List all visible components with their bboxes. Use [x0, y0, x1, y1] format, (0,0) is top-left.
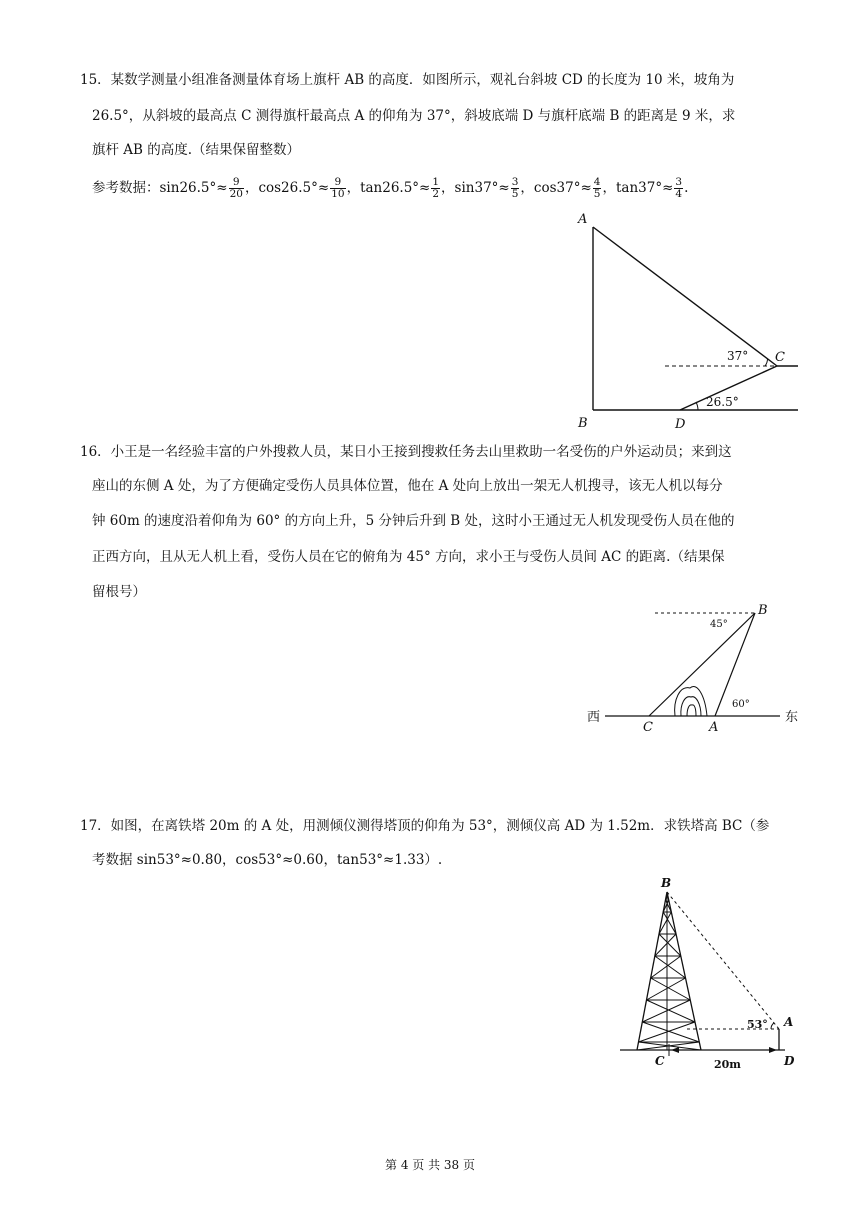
- line-ac: [593, 227, 777, 366]
- q16-line-1: 16．小王是一名经验丰富的户外搜救人员，某日小王接到搜救任务去山里救助一名受伤的户外运动员；来到这: [80, 444, 732, 460]
- label-west: 西: [587, 710, 601, 725]
- label-d: D: [675, 417, 686, 432]
- ref-fraction: [431, 177, 440, 200]
- mountain-inner-2: [687, 705, 696, 716]
- tower-brace: [642, 1000, 690, 1022]
- q17-line-1: 17．如图，在离铁塔 20m 的 A 处，用测倾仪测得塔顶的仰角为 53°，测倾仪高 AD 为 1.52m．求铁塔高 BC（参: [80, 818, 770, 834]
- tower-left-edge: [637, 892, 667, 1050]
- label-angle-26: 26.5°: [706, 395, 739, 409]
- q15-line-2: 26.5°，从斜坡的最高点 C 测得旗杆最高点 A 的仰角为 37°，斜坡底端 D 与旗杆底端 B 的距离是 9 米，求: [92, 108, 736, 124]
- tower-brace: [659, 934, 681, 956]
- ref-label: tan37°≈: [615, 180, 674, 196]
- ref-label: cos26.5°≈: [258, 180, 330, 196]
- arrow-left: [671, 1047, 679, 1053]
- label-c: C: [643, 720, 653, 735]
- line-ba-dashed: [667, 892, 779, 1029]
- fraction-denominator: 5: [593, 188, 601, 200]
- fraction-denominator: 2: [432, 188, 440, 200]
- q16-figure: [585, 600, 810, 740]
- angle-arc-37: [765, 359, 768, 367]
- ref-separator: ，: [346, 180, 361, 196]
- ref-separator: ，: [244, 180, 259, 196]
- arrow-right: [769, 1047, 777, 1053]
- angle-arc-53: [771, 1023, 774, 1029]
- tower-brace: [646, 978, 685, 1000]
- label-a: A: [578, 212, 588, 227]
- angle-arc-26: [696, 402, 698, 410]
- ref-fraction: [229, 177, 244, 200]
- fraction-denominator: 20: [229, 188, 243, 200]
- ref-separator: ，: [602, 180, 616, 196]
- fraction-numerator: 3: [511, 176, 519, 188]
- fraction-denominator: 10: [331, 188, 345, 200]
- label-angle-60: 60°: [732, 699, 750, 710]
- ref-fraction: [674, 177, 683, 200]
- fraction-numerator: 3: [675, 176, 683, 188]
- ref-prefix: 参考数据：: [92, 180, 160, 196]
- q16-line-2: 座山的东侧 A 处，为了方便确定受伤人员具体位置，他在 A 处向上放出一架无人机搜寻，该无人机以每分: [92, 478, 723, 494]
- page-footer: 第 4 页 共 38 页: [385, 1158, 475, 1172]
- tower-brace: [642, 1022, 699, 1042]
- tower-brace: [651, 978, 691, 1000]
- mountain-inner-1: [681, 697, 701, 716]
- q15-line-3: 旗杆 AB 的高度.（结果保留整数）: [92, 142, 301, 158]
- fraction-numerator: 1: [432, 176, 440, 188]
- label-angle-45: 45°: [710, 619, 728, 630]
- q15-figure: [570, 205, 810, 435]
- ref-fraction: [593, 177, 602, 200]
- label-distance: 20m: [714, 1058, 741, 1071]
- mountain: [675, 687, 707, 716]
- ref-end: .: [684, 180, 689, 196]
- q16-line-4: 正西方向，且从无人机上看，受伤人员在它的俯角为 45° 方向，求小王与受伤人员间 AC 的距离.（结果保: [92, 549, 725, 565]
- label-a: A: [709, 720, 719, 735]
- label-c: C: [775, 350, 785, 365]
- label-b: B: [578, 416, 588, 431]
- ref-label: sin26.5°≈: [159, 180, 228, 196]
- tower-brace: [646, 1000, 694, 1022]
- label-angle-37: 37°: [727, 349, 749, 363]
- q17-line-2: 考数据 sin53°≈0.80，cos53°≈0.60，tan53°≈1.33）.: [92, 852, 443, 868]
- ref-label: sin37°≈: [454, 180, 510, 196]
- q16-line-5: 留根号）: [92, 584, 146, 600]
- fraction-denominator: 5: [511, 188, 519, 200]
- ref-separator: ，: [520, 180, 534, 196]
- fraction-numerator: 9: [330, 177, 345, 189]
- label-a: A: [784, 1015, 794, 1029]
- ref-separator: ，: [441, 180, 455, 196]
- ref-label: tan26.5°≈: [360, 180, 431, 196]
- tower-brace: [651, 956, 681, 978]
- label-d: D: [784, 1054, 795, 1068]
- fraction-denominator: 4: [675, 188, 683, 200]
- ref-fraction: [330, 177, 345, 200]
- label-b: B: [758, 603, 768, 618]
- label-b: B: [661, 876, 672, 890]
- ref-label: cos37°≈: [533, 180, 592, 196]
- label-east: 东: [785, 710, 799, 725]
- label-c: C: [655, 1054, 665, 1068]
- fraction-numerator: 4: [593, 176, 601, 188]
- q17-figure: [615, 872, 815, 1072]
- q15-reference-data: [92, 176, 688, 200]
- ref-values: [159, 176, 685, 200]
- q16-line-3: 钟 60m 的速度沿着仰角为 60° 的方向上升，5 分钟后升到 B 处，这时小王通过无人机发现受伤人员在他的: [92, 513, 735, 529]
- label-angle-53: 53°: [747, 1018, 768, 1031]
- fraction-numerator: 9: [229, 177, 244, 189]
- ref-fraction: [511, 177, 520, 200]
- tower-lattice: [637, 892, 701, 1050]
- q15-line-1: 15．某数学测量小组准备测量体育场上旗杆 AB 的高度．如图所示，观礼台斜坡 CD 的长度为 10 米，坡角为: [80, 72, 735, 88]
